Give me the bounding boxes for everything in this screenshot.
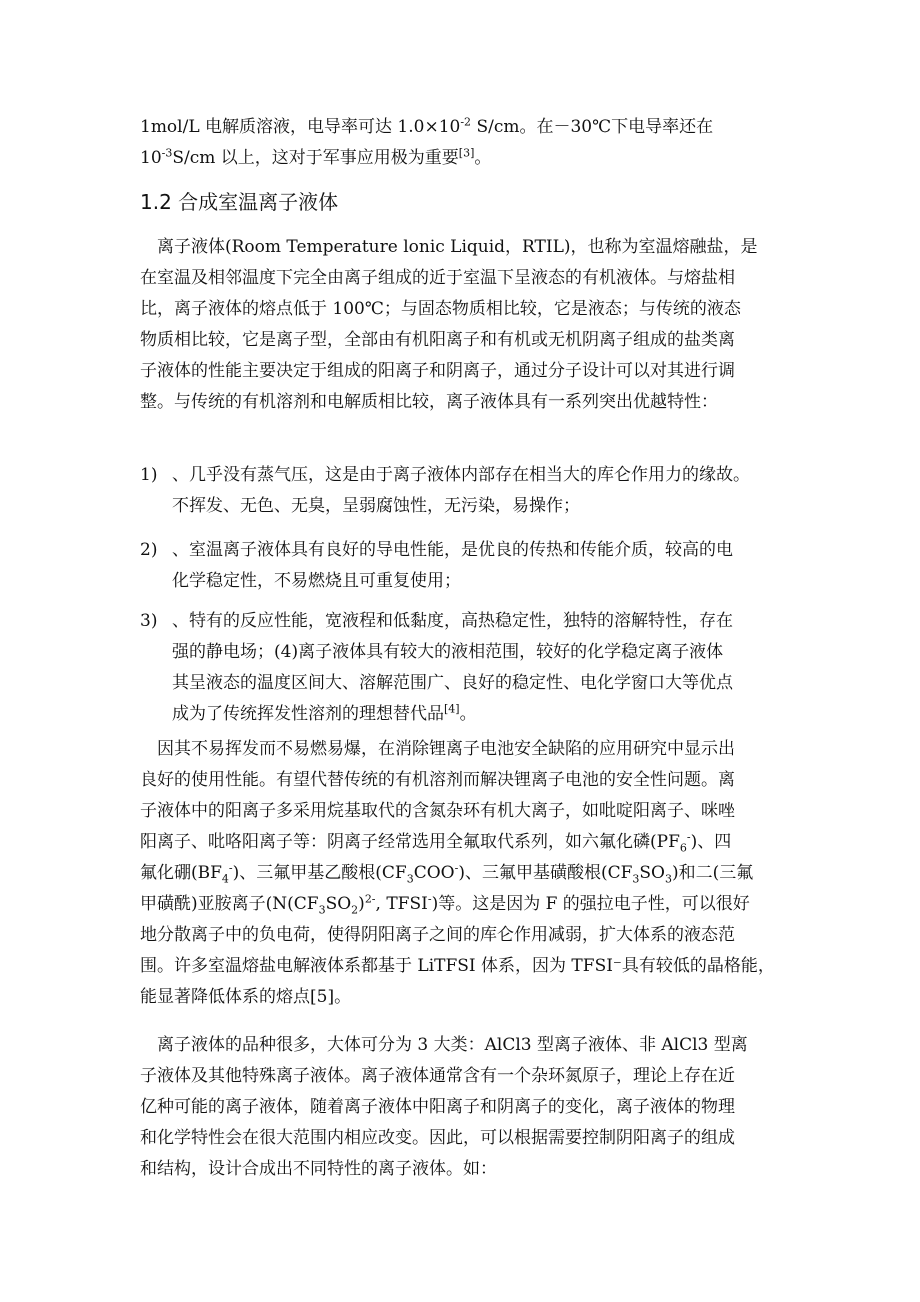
text-line: 离子液体的品种很多，大体可分为 3 大类：AlCl3 型离子液体、非 AlCl3 型离: [140, 1035, 748, 1055]
text-line: 子液体及其他特殊离子液体。离子液体通常含有一个杂环氮原子，理论上存在近: [140, 1066, 735, 1086]
text-line: [140, 889, 790, 920]
text-run: )和二(三氟: [672, 863, 754, 883]
text-run: 成为了传统挥发性溶剂的理想替代品: [172, 704, 444, 724]
text-line: 强的静电场；(4)离子液体具有较大的液相范围，较好的化学稳定离子液体: [172, 642, 724, 662]
text-line: 在室温及相邻温度下完全由离子组成的近于室温下呈液态的有机液体。与熔盐相: [140, 268, 735, 288]
text-run: 10: [140, 148, 162, 168]
text-run: SO: [325, 894, 352, 914]
text-run: S/cm。在－30℃下电导率还在: [471, 117, 714, 137]
citation-reference: [3]: [458, 146, 475, 160]
text-line: 化学稳定性，不易燃烧且可重复使用；: [172, 571, 461, 591]
paragraph-safety: [140, 734, 790, 1013]
text-line: [140, 112, 790, 143]
text-run: 阳离子、吡咯阳离子等：阴离子经常选用全氟取代系列，如六氟化磷(PF: [140, 832, 680, 852]
paragraph-types: [140, 1030, 790, 1185]
superscript: -2: [460, 115, 472, 129]
text-line: 、几乎没有蒸气压，这是由于离子液体内部存在相当大的库仑作用力的缘故。: [172, 465, 750, 485]
text-line: 良好的使用性能。有望代替传统的有机溶剂而解决锂离子电池的安全性问题。离: [140, 770, 735, 790]
subscript: 2: [351, 903, 359, 917]
text-line: 比，离子液体的熔点低于 100℃；与固态物质相比较，它是液态；与传统的液态: [140, 299, 741, 319]
text-run: 氟化硼(BF: [140, 863, 222, 883]
paragraph-conductivity: [140, 112, 790, 174]
text-line: 、特有的反应性能，宽液程和低黏度，高热稳定性，独特的溶解特性，存在: [172, 611, 733, 631]
text-run: COO: [413, 863, 455, 883]
list-item-number: 2): [140, 540, 158, 560]
superscript: -: [427, 892, 432, 906]
text-line: [172, 699, 792, 730]
text-run: ): [358, 894, 365, 914]
text-run: S/cm 以上，这对于军事应用极为重要: [172, 148, 459, 168]
text-line: 其呈液态的温度区间大、溶解范围广、良好的稳定性、电化学窗口大等优点: [172, 673, 733, 693]
list-item-number: 1): [140, 465, 158, 485]
text-line: 、室温离子液体具有良好的导电性能，是优良的传热和传能介质，较高的电: [172, 540, 733, 560]
subscript: 3: [665, 872, 672, 886]
superscript: -: [228, 861, 233, 875]
text-line: 和化学特性会在很大范围内相应改变。因此，可以根据需要控制阴阳离子的组成: [140, 1128, 735, 1148]
text-line: [140, 143, 790, 174]
superscript: -3: [161, 146, 173, 160]
text-run: , TFSI: [375, 894, 428, 914]
text-run: 1mol/L 电解质溶液，电导率可达 1.0×10: [140, 117, 461, 137]
text-run: )、三氟甲基乙酸根(CF: [232, 863, 407, 883]
citation-reference: [4]: [444, 702, 460, 716]
superscript: -: [454, 861, 459, 875]
text-run: )等。这是因为 F 的强拉电子性，可以很好: [431, 894, 750, 914]
text-line: 因其不易挥发而不易燃易爆，在消除锂离子电池安全缺陷的应用研究中显示出: [140, 739, 735, 759]
text-line: 不挥发、无色、无臭，呈弱腐蚀性，无污染，易操作；: [172, 496, 580, 516]
list-item-body: [172, 535, 792, 597]
list-item-body: [172, 606, 792, 730]
text-run: )、四: [690, 832, 732, 852]
text-run: 甲磺酰)亚胺离子(N(CF: [140, 894, 319, 914]
subscript: 3: [406, 872, 414, 886]
paragraph-intro: [140, 232, 790, 418]
text-line: 能显著降低体系的熔点[5]。: [140, 987, 352, 1007]
text-line: 地分散离子中的负电荷，使得阴阳离子之间的库仑作用减弱，扩大体系的液态范: [140, 925, 735, 945]
section-heading: 1.2 合成室温离子液体: [140, 190, 339, 214]
superscript: -: [686, 830, 691, 844]
subscript: 4: [221, 872, 229, 886]
text-run: 。: [459, 704, 477, 724]
text-line: 亿种可能的离子液体，随着离子液体中阳离子和阴离子的变化，离子液体的物理: [140, 1097, 735, 1117]
text-line: 子液体的性能主要决定于组成的阳离子和阴离子，通过分子设计可以对其进行调: [140, 361, 735, 381]
text-line: 和结构，设计合成出不同特性的离子液体。如：: [140, 1159, 497, 1179]
text-line: [140, 827, 790, 858]
subscript: 3: [318, 903, 326, 917]
text-run: SO: [639, 863, 665, 883]
text-line: 围。许多室温熔盐电解液体系都基于 LiTFSI 体系，因为 TFSI⁻具有较低的晶格能，: [140, 956, 775, 976]
list-item-number: 3): [140, 611, 158, 631]
text-line: 离子液体(Room Temperature lonic Liquid，RTIL)，也称为室温熔融盐，是: [140, 237, 758, 257]
superscript: 2-: [364, 892, 376, 906]
text-run: )、三氟甲基磺酸根(CF: [458, 863, 633, 883]
text-line: 整。与传统的有机溶剂和电解质相比较，离子液体具有一系列突出优越特性：: [140, 392, 718, 412]
text-run: 。: [474, 148, 492, 168]
list-item-body: [172, 460, 792, 522]
text-line: 子液体中的阳离子多采用烷基取代的含氮杂环有机大离子，如吡啶阳离子、咪唑: [140, 801, 735, 821]
subscript: 6: [679, 841, 687, 855]
subscript: 3: [632, 872, 640, 886]
text-line: 物质相比较，它是离子型，全部由有机阳离子和有机或无机阴离子组成的盐类离: [140, 330, 735, 350]
text-line: [140, 858, 790, 889]
